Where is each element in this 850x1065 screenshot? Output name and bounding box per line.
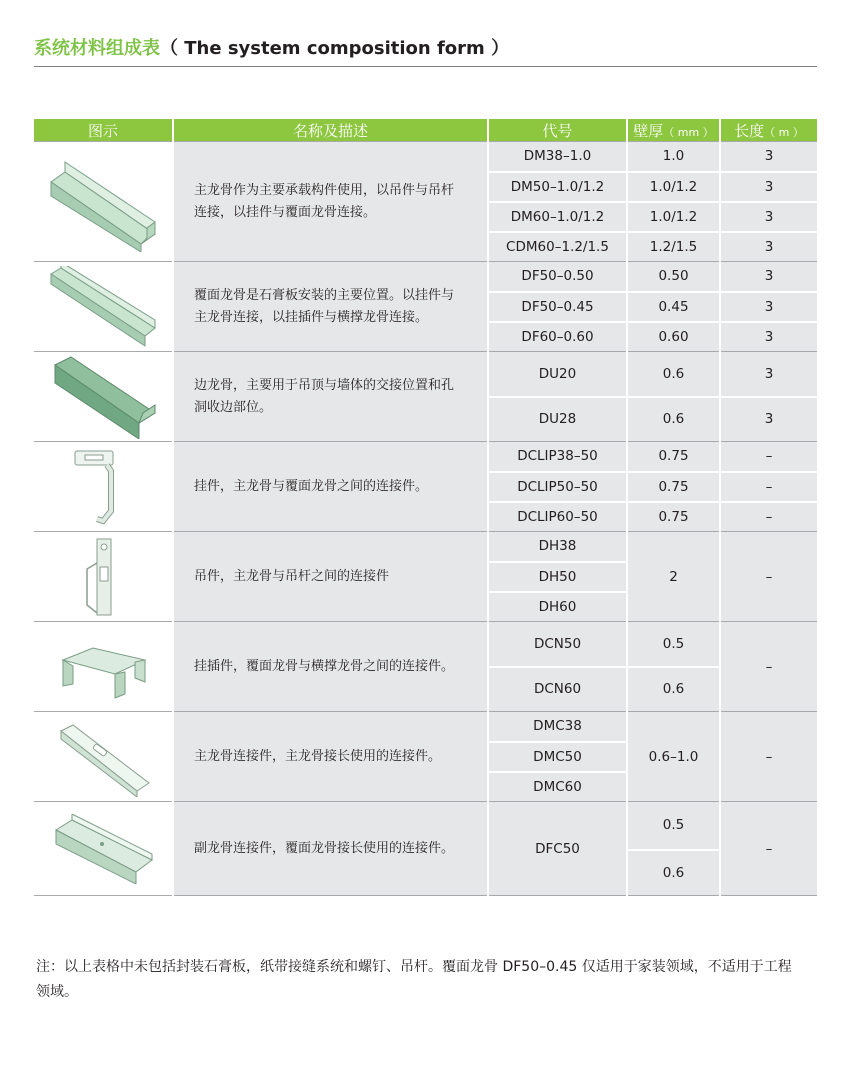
code-cell: DFC50 bbox=[488, 802, 627, 896]
code-cell: CDM60–1.2/1.5 bbox=[488, 232, 627, 262]
title-en: （ The system composition form ） bbox=[160, 38, 510, 59]
hanger-clip-icon bbox=[34, 442, 173, 532]
composition-table bbox=[34, 119, 817, 896]
cover-splice-desc: 副龙骨连接件，覆面龙骨接长使用的连接件。 bbox=[173, 802, 488, 896]
cover-keel-desc: 覆面龙骨是石膏板安装的主要位置。以挂件与主龙骨连接，以挂插件与横撑龙骨连接。 bbox=[173, 262, 488, 352]
thickness-cell: 0.75 bbox=[627, 442, 720, 472]
length-cell: 3 bbox=[720, 322, 817, 352]
length-cell: – bbox=[720, 712, 817, 802]
length-cell: – bbox=[720, 442, 817, 472]
code-cell: DM50–1.0/1.2 bbox=[488, 172, 627, 202]
thickness-cell: 0.5 bbox=[627, 802, 720, 850]
header-thickness-unit: （ mm ） bbox=[663, 125, 714, 139]
thickness-cell: 1.0/1.2 bbox=[627, 202, 720, 232]
thickness-cell: 0.75 bbox=[627, 472, 720, 502]
length-cell: 3 bbox=[720, 202, 817, 232]
header-length bbox=[720, 119, 817, 142]
code-cell: DM60–1.0/1.2 bbox=[488, 202, 627, 232]
code-cell: DH38 bbox=[488, 532, 627, 562]
length-cell: – bbox=[720, 802, 817, 896]
header-thickness bbox=[627, 119, 720, 142]
code-cell: DCN50 bbox=[488, 622, 627, 667]
cover-keel-icon bbox=[34, 262, 173, 352]
footnote: 注：以上表格中未包括封装石膏板，纸带接缝系统和螺钉、吊杆。覆面龙骨 DF50–0.45 仅适用于家装领域，不适用于工程领域。 bbox=[36, 959, 792, 1000]
length-cell: – bbox=[720, 532, 817, 622]
thickness-cell: 0.45 bbox=[627, 292, 720, 322]
edge-keel-desc: 边龙骨，主要用于吊顶与墙体的交接位置和孔洞收边部位。 bbox=[173, 352, 488, 442]
code-cell: DM38–1.0 bbox=[488, 142, 627, 172]
table-row bbox=[34, 262, 817, 292]
table-row bbox=[34, 622, 817, 667]
code-cell: DF60–0.60 bbox=[488, 322, 627, 352]
thickness-cell: 0.6 bbox=[627, 850, 720, 896]
length-cell: – bbox=[720, 502, 817, 532]
thickness-cell: 2 bbox=[627, 532, 720, 622]
suspension-clip-desc: 吊件，主龙骨与吊杆之间的连接件 bbox=[173, 532, 488, 622]
code-cell: DU20 bbox=[488, 352, 627, 397]
table-row bbox=[34, 802, 817, 850]
header-image: 图示 bbox=[34, 119, 173, 142]
code-cell: DMC50 bbox=[488, 742, 627, 772]
table-row bbox=[34, 712, 817, 742]
insert-connector-icon bbox=[34, 622, 173, 712]
length-cell: – bbox=[720, 622, 817, 712]
main-keel-desc: 主龙骨作为主要承载构件使用，以吊件与吊杆连接，以挂件与覆面龙骨连接。 bbox=[173, 142, 488, 262]
length-cell: 3 bbox=[720, 142, 817, 172]
thickness-cell: 0.6 bbox=[627, 352, 720, 397]
table-row bbox=[34, 442, 817, 472]
header-length-unit: （ m ） bbox=[764, 125, 804, 139]
code-cell: DCLIP38–50 bbox=[488, 442, 627, 472]
length-cell: 3 bbox=[720, 262, 817, 292]
title-cn: 系统材料组成表 bbox=[34, 38, 160, 59]
cover-splice-icon bbox=[34, 802, 173, 896]
length-cell: 3 bbox=[720, 292, 817, 322]
thickness-cell: 0.50 bbox=[627, 262, 720, 292]
title-divider bbox=[34, 66, 817, 67]
code-cell: DH50 bbox=[488, 562, 627, 592]
length-cell: – bbox=[720, 472, 817, 502]
length-cell: 3 bbox=[720, 397, 817, 442]
code-cell: DMC38 bbox=[488, 712, 627, 742]
thickness-cell: 0.60 bbox=[627, 322, 720, 352]
main-keel-icon bbox=[34, 142, 173, 262]
thickness-cell: 0.5 bbox=[627, 622, 720, 667]
table-row bbox=[34, 142, 817, 172]
header-name: 名称及描述 bbox=[173, 119, 488, 142]
code-cell: DU28 bbox=[488, 397, 627, 442]
table-header bbox=[34, 119, 817, 142]
thickness-cell: 0.6 bbox=[627, 667, 720, 712]
table-row bbox=[34, 532, 817, 562]
thickness-cell: 1.2/1.5 bbox=[627, 232, 720, 262]
edge-keel-icon bbox=[34, 352, 173, 442]
page-title bbox=[34, 34, 509, 60]
code-cell: DF50–0.45 bbox=[488, 292, 627, 322]
insert-connector-desc: 挂插件，覆面龙骨与横撑龙骨之间的连接件。 bbox=[173, 622, 488, 712]
length-cell: 3 bbox=[720, 352, 817, 397]
main-splice-desc: 主龙骨连接件，主龙骨接长使用的连接件。 bbox=[173, 712, 488, 802]
code-cell: DCN60 bbox=[488, 667, 627, 712]
thickness-cell: 0.6 bbox=[627, 397, 720, 442]
code-cell: DH60 bbox=[488, 592, 627, 622]
header-thickness-label: 壁厚 bbox=[633, 121, 664, 140]
length-cell: 3 bbox=[720, 232, 817, 262]
header-length-label: 长度 bbox=[734, 121, 765, 140]
code-cell: DF50–0.50 bbox=[488, 262, 627, 292]
table-row bbox=[34, 352, 817, 397]
header-code: 代号 bbox=[488, 119, 627, 142]
suspension-clip-icon bbox=[34, 532, 173, 622]
thickness-cell: 0.75 bbox=[627, 502, 720, 532]
length-cell: 3 bbox=[720, 172, 817, 202]
code-cell: DCLIP50–50 bbox=[488, 472, 627, 502]
thickness-cell: 0.6–1.0 bbox=[627, 712, 720, 802]
code-cell: DCLIP60–50 bbox=[488, 502, 627, 532]
main-splice-icon bbox=[34, 712, 173, 802]
thickness-cell: 1.0/1.2 bbox=[627, 172, 720, 202]
code-cell: DMC60 bbox=[488, 772, 627, 802]
hanger-clip-desc: 挂件，主龙骨与覆面龙骨之间的连接件。 bbox=[173, 442, 488, 532]
thickness-cell: 1.0 bbox=[627, 142, 720, 172]
